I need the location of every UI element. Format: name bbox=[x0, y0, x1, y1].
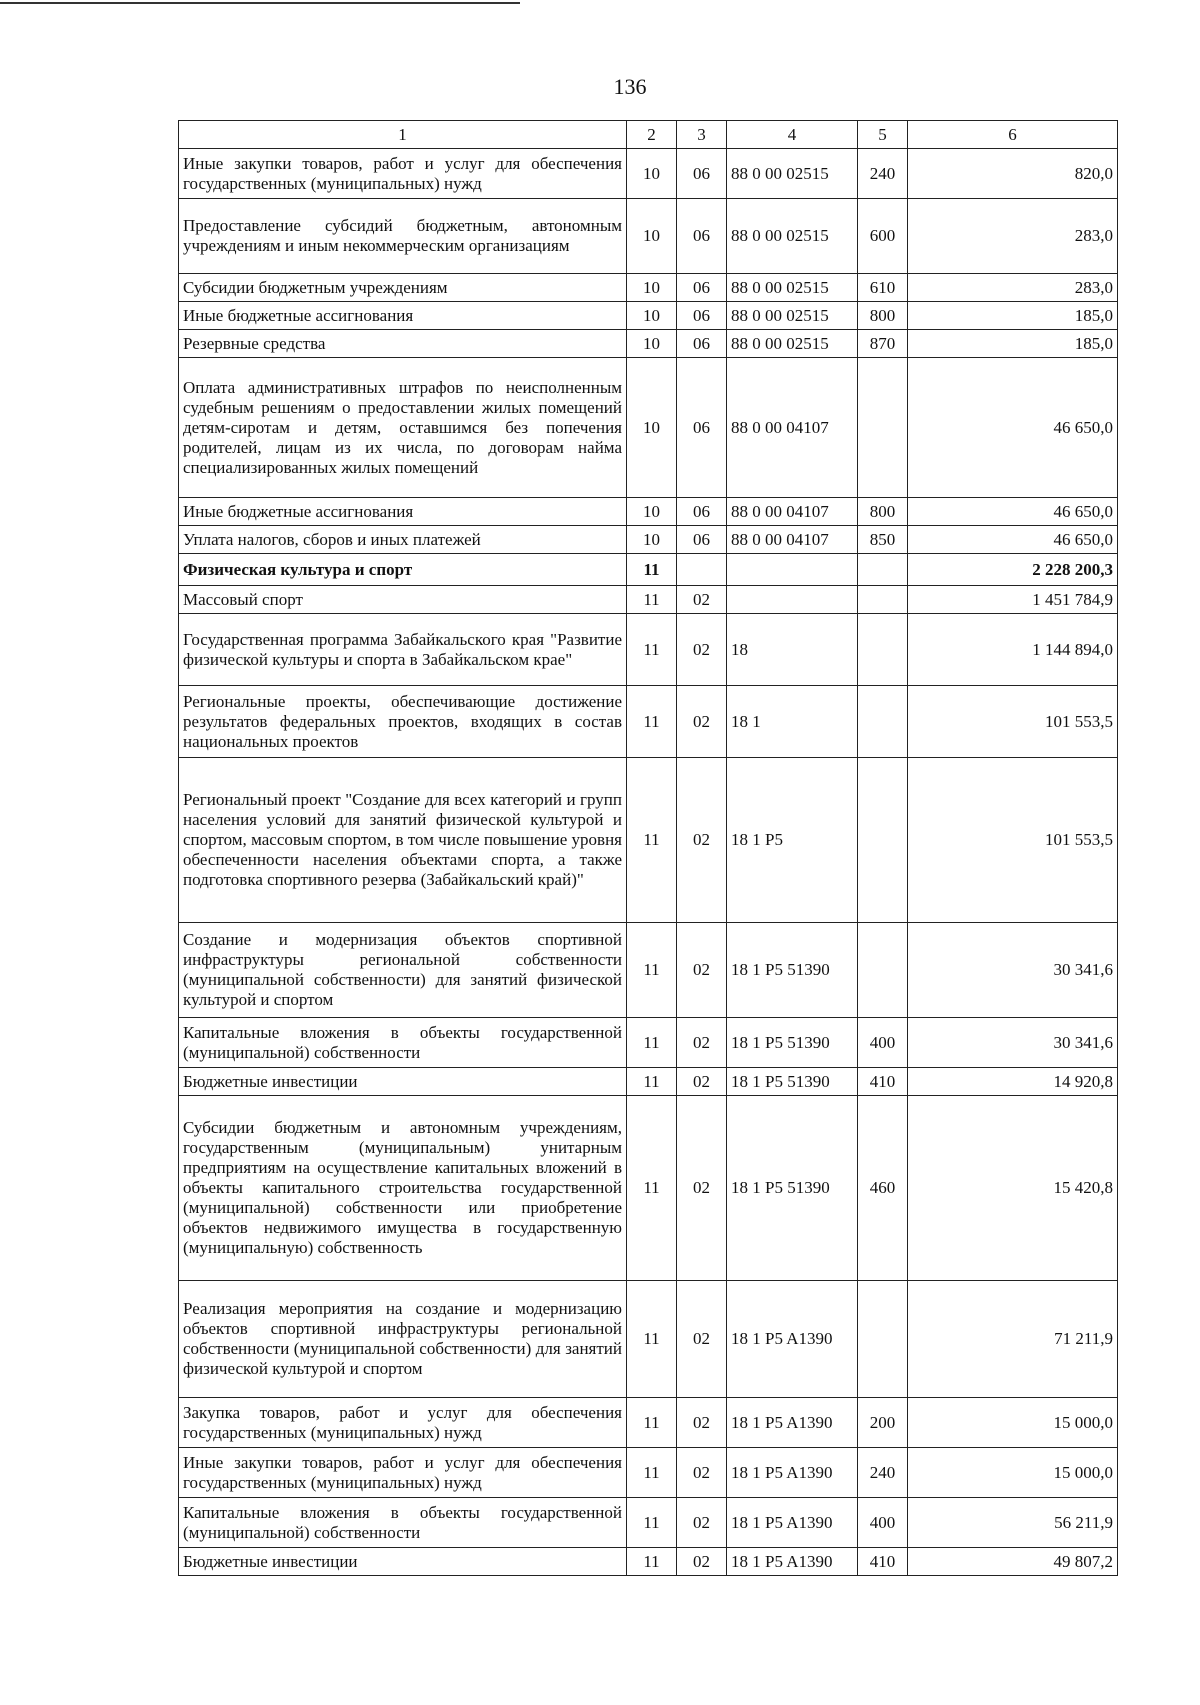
row-subsection: 06 bbox=[677, 199, 727, 274]
row-expense-type: 850 bbox=[858, 526, 908, 554]
row-subsection: 02 bbox=[677, 923, 727, 1018]
row-subsection bbox=[677, 554, 727, 586]
row-name: Государственная программа Забайкальского края "Развитие физической культуры и спорта в Забайкальском крае" bbox=[179, 614, 627, 686]
row-target-article: 18 1 P5 A1390 bbox=[727, 1398, 858, 1448]
row-amount: 1 451 784,9 bbox=[908, 586, 1118, 614]
table-row bbox=[179, 1096, 1118, 1281]
row-section: 10 bbox=[627, 498, 677, 526]
row-expense-type: 240 bbox=[858, 1448, 908, 1498]
row-target-article bbox=[727, 554, 858, 586]
table-row bbox=[179, 554, 1118, 586]
row-name: Региональные проекты, обеспечивающие достижение результатов федеральных проектов, входящих в состав национальных проектов bbox=[179, 686, 627, 758]
row-target-article: 18 1 P5 51390 bbox=[727, 1068, 858, 1096]
row-target-article: 18 1 P5 51390 bbox=[727, 1018, 858, 1068]
row-expense-type: 600 bbox=[858, 199, 908, 274]
row-section: 11 bbox=[627, 1281, 677, 1398]
row-subsection: 02 bbox=[677, 1398, 727, 1448]
table-row bbox=[179, 1548, 1118, 1576]
row-expense-type bbox=[858, 923, 908, 1018]
table-row bbox=[179, 274, 1118, 302]
row-expense-type bbox=[858, 614, 908, 686]
table-row bbox=[179, 358, 1118, 498]
row-target-article: 18 bbox=[727, 614, 858, 686]
row-section: 10 bbox=[627, 199, 677, 274]
row-amount: 46 650,0 bbox=[908, 498, 1118, 526]
row-name: Предоставление субсидий бюджетным, автономным учреждениям и иным некоммерческим организациям bbox=[179, 199, 627, 274]
table-row bbox=[179, 1448, 1118, 1498]
row-expense-type: 240 bbox=[858, 149, 908, 199]
row-name: Иные закупки товаров, работ и услуг для обеспечения государственных (муниципальных) нужд bbox=[179, 1448, 627, 1498]
budget-table-body bbox=[179, 121, 1118, 1576]
row-name: Региональный проект "Создание для всех категорий и групп населения условий для занятий физической культурой и спортом, массовым спортом, в том числе повышение уровня обеспеченности населения объектами спорта, а также подготовка спортивного резерва (Забайкальский край)" bbox=[179, 758, 627, 923]
column-number: 4 bbox=[727, 121, 858, 149]
row-target-article: 88 0 00 04107 bbox=[727, 498, 858, 526]
column-number: 6 bbox=[908, 121, 1118, 149]
row-section: 11 bbox=[627, 586, 677, 614]
row-section: 11 bbox=[627, 1498, 677, 1548]
table-row bbox=[179, 330, 1118, 358]
row-amount: 15 420,8 bbox=[908, 1096, 1118, 1281]
table-row bbox=[179, 526, 1118, 554]
row-name: Иные закупки товаров, работ и услуг для обеспечения государственных (муниципальных) нужд bbox=[179, 149, 627, 199]
page-number: 136 bbox=[613, 74, 647, 99]
row-subsection: 02 bbox=[677, 614, 727, 686]
row-section: 10 bbox=[627, 274, 677, 302]
row-subsection: 02 bbox=[677, 586, 727, 614]
row-expense-type bbox=[858, 758, 908, 923]
row-name: Создание и модернизация объектов спортивной инфраструктуры региональной собственности (муниципальной собственности) для занятий физической культурой и спортом bbox=[179, 923, 627, 1018]
row-section: 11 bbox=[627, 686, 677, 758]
row-amount: 820,0 bbox=[908, 149, 1118, 199]
row-subsection: 02 bbox=[677, 1548, 727, 1576]
row-target-article: 88 0 00 04107 bbox=[727, 358, 858, 498]
row-name: Физическая культура и спорт bbox=[179, 554, 627, 586]
row-section: 11 bbox=[627, 614, 677, 686]
row-expense-type: 610 bbox=[858, 274, 908, 302]
row-section: 11 bbox=[627, 554, 677, 586]
row-expense-type bbox=[858, 358, 908, 498]
row-section: 10 bbox=[627, 302, 677, 330]
table-row bbox=[179, 302, 1118, 330]
row-target-article: 18 1 P5 A1390 bbox=[727, 1498, 858, 1548]
row-section: 11 bbox=[627, 1448, 677, 1498]
row-subsection: 02 bbox=[677, 1068, 727, 1096]
row-target-article: 88 0 00 02515 bbox=[727, 330, 858, 358]
row-subsection: 06 bbox=[677, 149, 727, 199]
row-amount: 49 807,2 bbox=[908, 1548, 1118, 1576]
row-target-article: 88 0 00 02515 bbox=[727, 199, 858, 274]
table-row bbox=[179, 149, 1118, 199]
table-row bbox=[179, 1281, 1118, 1398]
table-row bbox=[179, 1398, 1118, 1448]
row-name: Оплата административных штрафов по неисполненным судебным решениям о предоставлении жилых помещений детям-сиротам и детям, оставшимся без попечения родителей, лицам из их числа, по договорам найма специализированных жилых помещений bbox=[179, 358, 627, 498]
row-subsection: 06 bbox=[677, 358, 727, 498]
row-amount: 15 000,0 bbox=[908, 1398, 1118, 1448]
row-name: Субсидии бюджетным учреждениям bbox=[179, 274, 627, 302]
row-subsection: 02 bbox=[677, 1018, 727, 1068]
top-rule bbox=[0, 2, 520, 4]
row-name: Резервные средства bbox=[179, 330, 627, 358]
row-subsection: 02 bbox=[677, 1281, 727, 1398]
row-expense-type: 400 bbox=[858, 1018, 908, 1068]
row-section: 10 bbox=[627, 526, 677, 554]
row-section: 10 bbox=[627, 330, 677, 358]
row-name: Уплата налогов, сборов и иных платежей bbox=[179, 526, 627, 554]
row-section: 10 bbox=[627, 358, 677, 498]
column-number-row bbox=[179, 121, 1118, 149]
row-expense-type: 800 bbox=[858, 498, 908, 526]
row-subsection: 06 bbox=[677, 302, 727, 330]
row-section: 11 bbox=[627, 1068, 677, 1096]
row-name: Реализация мероприятия на создание и модернизацию объектов спортивной инфраструктуры региональной собственности (муниципальной собственности) для занятий физической культурой и спортом bbox=[179, 1281, 627, 1398]
row-name: Закупка товаров, работ и услуг для обеспечения государственных (муниципальных) нужд bbox=[179, 1398, 627, 1448]
row-target-article: 18 1 P5 51390 bbox=[727, 923, 858, 1018]
row-expense-type bbox=[858, 686, 908, 758]
table-row bbox=[179, 923, 1118, 1018]
row-amount: 56 211,9 bbox=[908, 1498, 1118, 1548]
row-target-article: 88 0 00 04107 bbox=[727, 526, 858, 554]
row-amount: 283,0 bbox=[908, 199, 1118, 274]
table-row bbox=[179, 1018, 1118, 1068]
row-target-article: 18 1 P5 A1390 bbox=[727, 1281, 858, 1398]
column-number: 1 bbox=[179, 121, 627, 149]
table-row bbox=[179, 199, 1118, 274]
row-subsection: 06 bbox=[677, 526, 727, 554]
row-amount: 15 000,0 bbox=[908, 1448, 1118, 1498]
row-subsection: 02 bbox=[677, 1096, 727, 1281]
table-row bbox=[179, 1068, 1118, 1096]
row-amount: 101 553,5 bbox=[908, 758, 1118, 923]
row-target-article: 18 1 P5 51390 bbox=[727, 1096, 858, 1281]
row-target-article: 18 1 P5 A1390 bbox=[727, 1548, 858, 1576]
row-expense-type: 460 bbox=[858, 1096, 908, 1281]
row-subsection: 02 bbox=[677, 1498, 727, 1548]
row-expense-type bbox=[858, 1281, 908, 1398]
row-name: Иные бюджетные ассигнования bbox=[179, 498, 627, 526]
table-row bbox=[179, 1498, 1118, 1548]
row-expense-type: 400 bbox=[858, 1498, 908, 1548]
row-section: 11 bbox=[627, 1548, 677, 1576]
column-number: 2 bbox=[627, 121, 677, 149]
budget-table bbox=[178, 120, 1118, 1576]
column-number: 3 bbox=[677, 121, 727, 149]
table-row bbox=[179, 758, 1118, 923]
table-row bbox=[179, 498, 1118, 526]
row-expense-type: 800 bbox=[858, 302, 908, 330]
row-amount: 283,0 bbox=[908, 274, 1118, 302]
row-expense-type bbox=[858, 586, 908, 614]
row-amount: 185,0 bbox=[908, 302, 1118, 330]
column-number: 5 bbox=[858, 121, 908, 149]
row-target-article: 88 0 00 02515 bbox=[727, 149, 858, 199]
row-amount: 14 920,8 bbox=[908, 1068, 1118, 1096]
row-expense-type: 200 bbox=[858, 1398, 908, 1448]
table-row bbox=[179, 686, 1118, 758]
row-target-article: 88 0 00 02515 bbox=[727, 302, 858, 330]
row-section: 11 bbox=[627, 758, 677, 923]
row-section: 11 bbox=[627, 923, 677, 1018]
row-amount: 71 211,9 bbox=[908, 1281, 1118, 1398]
row-subsection: 06 bbox=[677, 498, 727, 526]
row-amount: 46 650,0 bbox=[908, 358, 1118, 498]
row-target-article: 88 0 00 02515 bbox=[727, 274, 858, 302]
row-section: 11 bbox=[627, 1398, 677, 1448]
table-row bbox=[179, 586, 1118, 614]
row-amount: 1 144 894,0 bbox=[908, 614, 1118, 686]
row-amount: 30 341,6 bbox=[908, 1018, 1118, 1068]
row-target-article: 18 1 P5 A1390 bbox=[727, 1448, 858, 1498]
row-name: Бюджетные инвестиции bbox=[179, 1548, 627, 1576]
row-target-article bbox=[727, 586, 858, 614]
row-name: Иные бюджетные ассигнования bbox=[179, 302, 627, 330]
row-target-article: 18 1 bbox=[727, 686, 858, 758]
row-name: Капитальные вложения в объекты государственной (муниципальной) собственности bbox=[179, 1018, 627, 1068]
row-amount: 30 341,6 bbox=[908, 923, 1118, 1018]
row-target-article: 18 1 P5 bbox=[727, 758, 858, 923]
row-amount: 2 228 200,3 bbox=[908, 554, 1118, 586]
row-subsection: 06 bbox=[677, 274, 727, 302]
row-subsection: 06 bbox=[677, 330, 727, 358]
row-amount: 185,0 bbox=[908, 330, 1118, 358]
row-expense-type: 410 bbox=[858, 1548, 908, 1576]
row-amount: 46 650,0 bbox=[908, 526, 1118, 554]
row-subsection: 02 bbox=[677, 758, 727, 923]
row-amount: 101 553,5 bbox=[908, 686, 1118, 758]
row-name: Массовый спорт bbox=[179, 586, 627, 614]
row-expense-type: 410 bbox=[858, 1068, 908, 1096]
row-expense-type: 870 bbox=[858, 330, 908, 358]
row-subsection: 02 bbox=[677, 1448, 727, 1498]
row-subsection: 02 bbox=[677, 686, 727, 758]
row-section: 11 bbox=[627, 1018, 677, 1068]
row-name: Бюджетные инвестиции bbox=[179, 1068, 627, 1096]
table-row bbox=[179, 614, 1118, 686]
row-expense-type bbox=[858, 554, 908, 586]
row-name: Капитальные вложения в объекты государственной (муниципальной) собственности bbox=[179, 1498, 627, 1548]
row-section: 10 bbox=[627, 149, 677, 199]
row-section: 11 bbox=[627, 1096, 677, 1281]
row-name: Субсидии бюджетным и автономным учреждениям, государственным (муниципальным) унитарным предприятиям на осуществление капитальных вложений в объекты капитального строительства государственной (муниципальной) собственности или приобретение объектов недвижимого имущества в государственную (муниципальную) собственность bbox=[179, 1096, 627, 1281]
